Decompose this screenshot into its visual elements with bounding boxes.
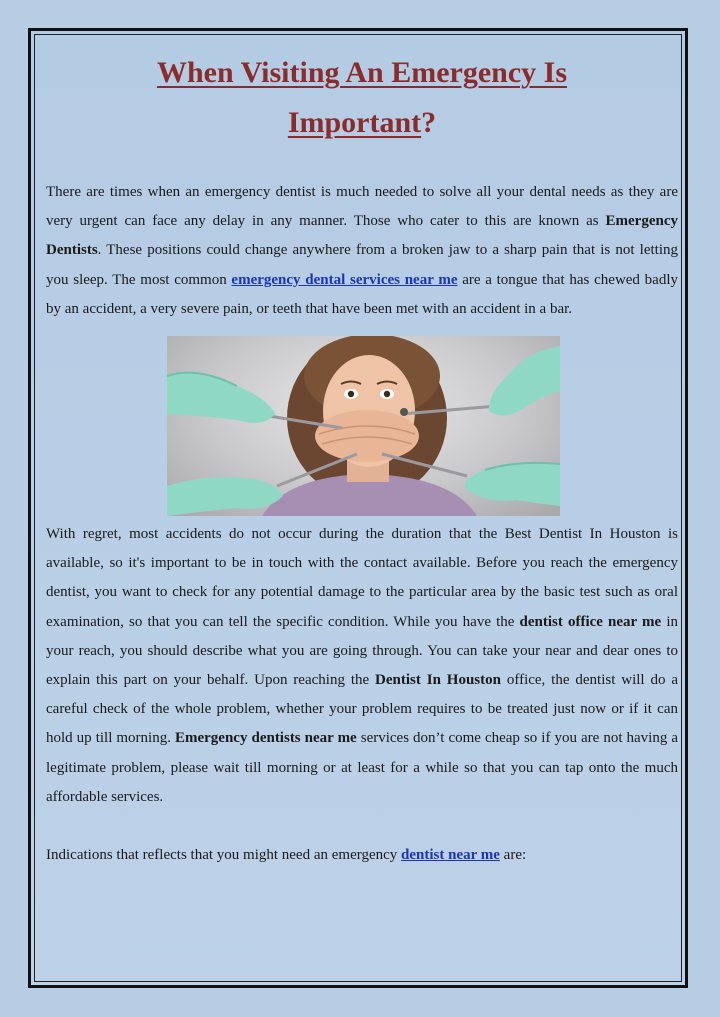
dental-emergency-photo — [167, 336, 560, 516]
title-word-important: Important — [287, 106, 422, 139]
page-title — [46, 46, 678, 148]
title-question-mark: ? — [421, 106, 437, 139]
intro-text-3: are a tongue that has chewed badly by an accident, a very severe pain, or teeth that have been met with an accident in a bar. — [46, 271, 678, 317]
indications-paragraph — [46, 841, 678, 870]
indications-text-2: are: — [499, 847, 527, 864]
photo-illustration — [167, 336, 560, 516]
intro-text-1: There are times when an emergency dentist is much needed to solve all your dental needs as they are very urgent can face any delay in any manner. Those who cater to this are known as — [46, 184, 678, 230]
emergency-dentists-bold: Emergency Dentists — [46, 213, 678, 259]
dentist-near-me-link[interactable]: dentist near me — [401, 847, 500, 864]
regret-text-1: With regret, most accidents do not occur during the duration that the Best Dentist In Houston is available, so it's important to be in touch with the contact available. Before you reach the emergency dentist, you want to check for any potential damage to the particular area by the basic test such as oral examination, so that you can tell the specific condition. While you have the — [46, 526, 678, 630]
dentist-houston-bold: Dentist In Houston — [375, 672, 501, 689]
page-content — [46, 46, 678, 870]
emergency-dentists-near-me-bold: Emergency dentists near me — [174, 730, 357, 747]
emergency-dental-services-link[interactable]: emergency dental services near me — [231, 271, 458, 288]
intro-text-2: . These positions could change anywhere from a broken jaw to a sharp pain that is not letting you sleep. The most common — [46, 242, 678, 288]
regret-text-4: services don’t come cheap so if you are not having a legitimate problem, please wait till morning or at least for a while so that you can tap onto the much affordable services. — [46, 730, 679, 805]
title-line-1: When Visiting An Emergency Is — [156, 56, 568, 89]
indications-text-1: Indications that reflects that you might need an emergency — [46, 847, 402, 864]
regret-paragraph — [46, 520, 678, 812]
intro-paragraph — [46, 178, 678, 324]
dentist-office-bold: dentist office near me — [519, 613, 662, 630]
regret-text-2: in your reach, you should describe what you are going through. You can take your near and dear ones to explain this part on your behalf. Upon reaching the — [46, 613, 678, 689]
document-page — [28, 28, 688, 988]
regret-text-3: office, the dentist will do a careful check of the whole problem, whether your problem requires to be treated just now or if it can hold up till morning. — [46, 672, 678, 747]
